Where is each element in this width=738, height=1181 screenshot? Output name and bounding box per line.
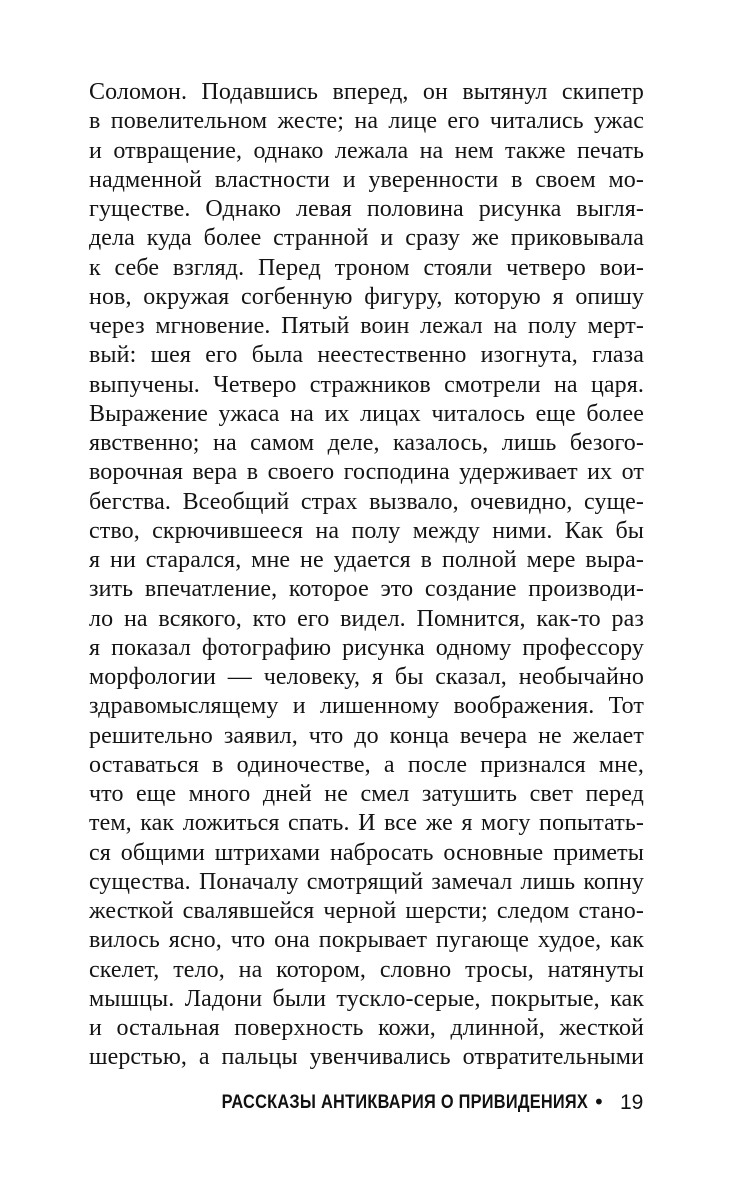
text-line: ство, скрючившееся на полу между ними. Как бы [89,517,644,544]
page-number: 19 [620,1091,644,1114]
footer-bullet: • [593,1090,605,1114]
text-line: гуществе. Однако левая половина рисунка выгля- [89,196,644,222]
text-line: жесткой свалявшейся черной шерсти; следом стано- [89,898,644,924]
text-line: вилось ясно, что она покрывает пугающе худое, как [89,927,644,954]
text-line: морфологии — человеку, я бы сказал, необычайно [89,664,644,690]
text-line: Выражение ужаса на их лицах читалось еще более [89,400,644,427]
text-line: через мгновение. Пятый воин лежал на полу мерт- [89,313,644,339]
text-line: оставаться в одиночестве, а после признался мне, [89,751,644,778]
text-line: выпучены. Четверо стражников смотрели на царя. [89,371,644,398]
body-text [89,78,644,1073]
text-line: ся общими штрихами набросать основные приметы [89,839,644,866]
text-line: я ни старался, мне не удается в полной мере выра- [89,547,644,573]
text-line: мышцы. Ладони были тускло-серые, покрытые, как [89,985,644,1012]
text-line: явственно; на самом деле, казалось, лишь безого- [89,430,644,456]
text-line: что еще много дней не смел затушить свет перед [89,781,644,807]
text-line: Соломон. Подавшись вперед, он вытянул скипетр [89,79,644,105]
text-line: я показал фотографию рисунка одному профессору [89,634,644,661]
text-line: существа. Поначалу смотрящий замечал лишь копну [89,868,644,895]
text-line: вый: шея его была неестественно изогнута, глаза [89,342,644,369]
text-line: здравомыслящему и лишенному воображения. Тот [89,693,644,720]
text-line: тем, как ложиться спать. И все же я могу попытать- [89,810,644,837]
text-line: скелет, тело, на котором, словно тросы, натянуты [89,956,644,983]
text-line: зить впечатление, которое это создание производи- [89,576,644,603]
text-line: и отвращение, однако лежала на нем также печать [89,137,644,164]
running-head: РАССКАЗЫ АНТИКВАРИЯ О ПРИВИДЕНИЯХ [221,1092,588,1113]
page-footer [0,1090,738,1120]
text-line: шерстью, а пальцы увенчивались отвратительными [89,1044,644,1071]
text-line: нов, окружая согбенную фигуру, которую я опишу [89,283,644,310]
text-line: надменной властности и уверенности в своем мо- [89,166,644,193]
text-line: ворочная вера в своего господина удерживает их от [89,459,644,486]
text-line: дела куда более странной и сразу же приковывала [89,225,644,252]
text-line: в повелительном жесте; на лице его читались ужас [89,108,644,135]
text-line: решительно заявил, что до конца вечера не желает [89,722,644,749]
text-line: ло на всякого, кто его видел. Помнится, как-то раз [89,605,644,632]
text-line: бегства. Всеобщий страх вызвало, очевидно, суще- [89,488,644,515]
text-line: к себе взгляд. Перед троном стояли четверо вои- [89,254,644,281]
text-line: и остальная поверхность кожи, длинной, жесткой [89,1015,644,1041]
